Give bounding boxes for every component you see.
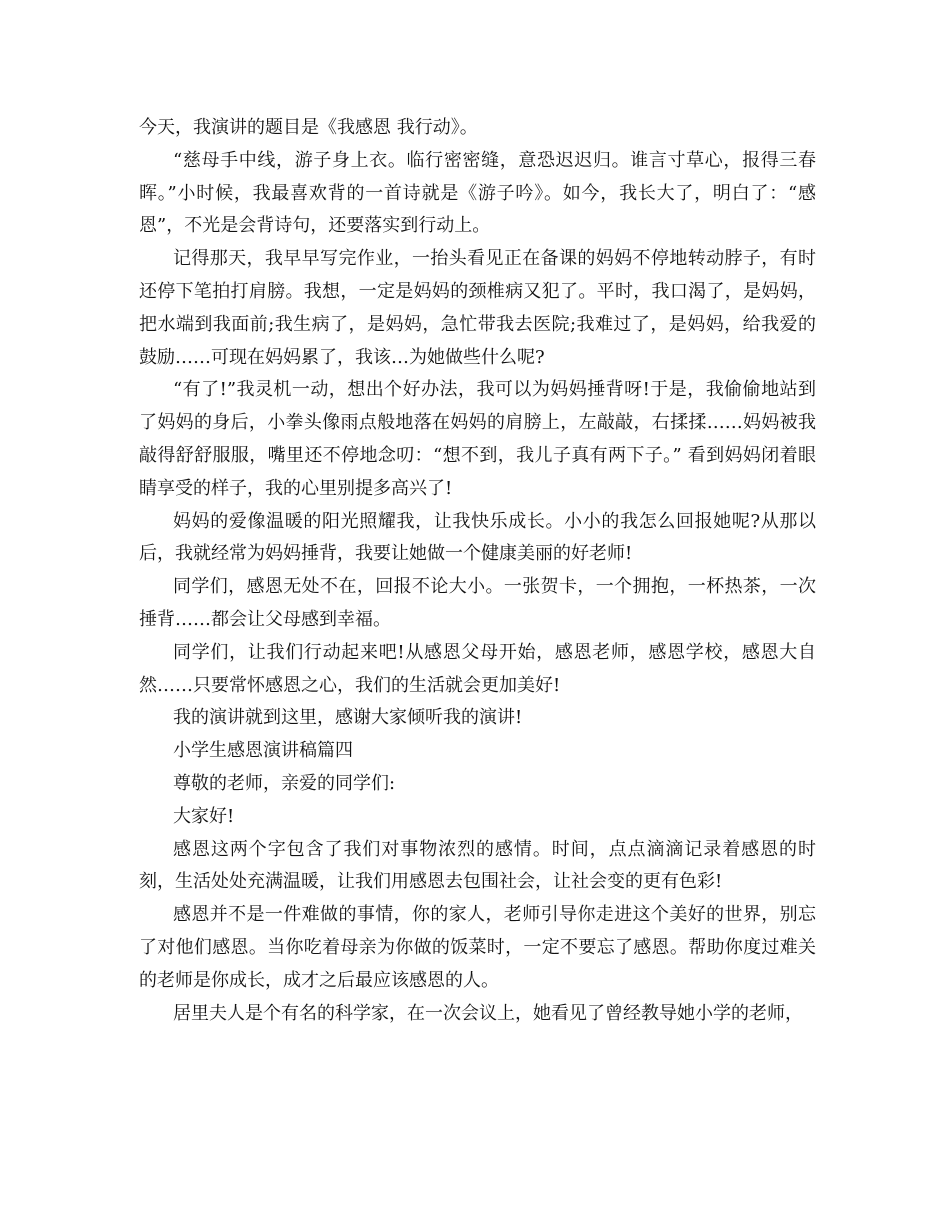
paragraph-poem: “慈母手中线，游子身上衣。临行密密缝，意恐迟迟归。谁言寸草心，报得三春晖。”小时候，我最喜欢背的一首诗就是《游子吟》。如今，我长大了，明白了：“感恩”，不光是会背诗句，还要落实到行动上。 — [139, 149, 816, 237]
section-heading: 小学生感恩演讲稿篇四 — [173, 740, 353, 762]
paragraph-greeting: 大家好! — [173, 805, 235, 827]
paragraph-massage: “有了!”我灵机一动，想出个好办法，我可以为妈妈捶背呀!于是，我偷偷地站到了妈妈的身后，小拳头像雨点般地落在妈妈的肩膀上，左敲敲，右揉揉……妈妈被我敲得舒舒服服，嘴里还不停地念叨：“想不到，我儿子真有两下子。” 看到妈妈闭着眼睛享受的样子，我的心里别提多高兴了! — [139, 379, 816, 499]
paragraph-gratitude-easy: 感恩并不是一件难做的事情，你的家人，老师引导你走进这个美好的世界，别忘了对他们感恩。当你吃着母亲为你做的饭菜时，一定不要忘了感恩。帮助你度过难关的老师是你成长，成才之后最应该感恩的人。 — [139, 904, 816, 991]
paragraph-curie: 居里夫人是个有名的科学家，在一次会议上，她看见了曾经教导她小学的老师， — [173, 1002, 803, 1024]
paragraph-speech-topic: 今天，我演讲的题目是《我感恩 我行动》。 — [139, 117, 478, 138]
paragraph-memory: 记得那天，我早早写完作业，一抬头看见正在备课的妈妈不停地转动脖子，有时还停下笔拍打肩膀。我想，一定是妈妈的颈椎病又犯了。平时，我口渴了，是妈妈，把水端到我面前;我生病了，是妈妈，急忙带我去医院;我难过了，是妈妈，给我爱的鼓励……可现在妈妈累了，我该…为她做些什么呢? — [139, 248, 816, 368]
document-body — [139, 112, 816, 1030]
paragraph-gratitude-meaning: 感恩这两个字包含了我们对事物浓烈的感情。时间，点点滴滴记录着感恩的时刻，生活处处充满温暖，让我们用感恩去包围社会，让社会变的更有色彩! — [139, 838, 816, 893]
paragraph-gratitude-everywhere: 同学们，感恩无处不在，回报不论大小。一张贺卡，一个拥抱，一杯热茶，一次捶背……都会让父母感到幸福。 — [139, 576, 816, 630]
paragraph-closing: 我的演讲就到这里，感谢大家倾听我的演讲! — [173, 707, 523, 729]
paragraph-call-to-action: 同学们，让我们行动起来吧!从感恩父母开始，感恩老师，感恩学校，感恩大自然……只要常怀感恩之心，我们的生活就会更加美好! — [139, 641, 816, 696]
paragraph-mother-love: 妈妈的爱像温暖的阳光照耀我，让我快乐成长。小小的我怎么回报她呢?从那以后，我就经常为妈妈捶背，我要让她做一个健康美丽的好老师! — [139, 510, 816, 565]
paragraph-salutation: 尊敬的老师，亲爱的同学们: — [173, 772, 396, 794]
